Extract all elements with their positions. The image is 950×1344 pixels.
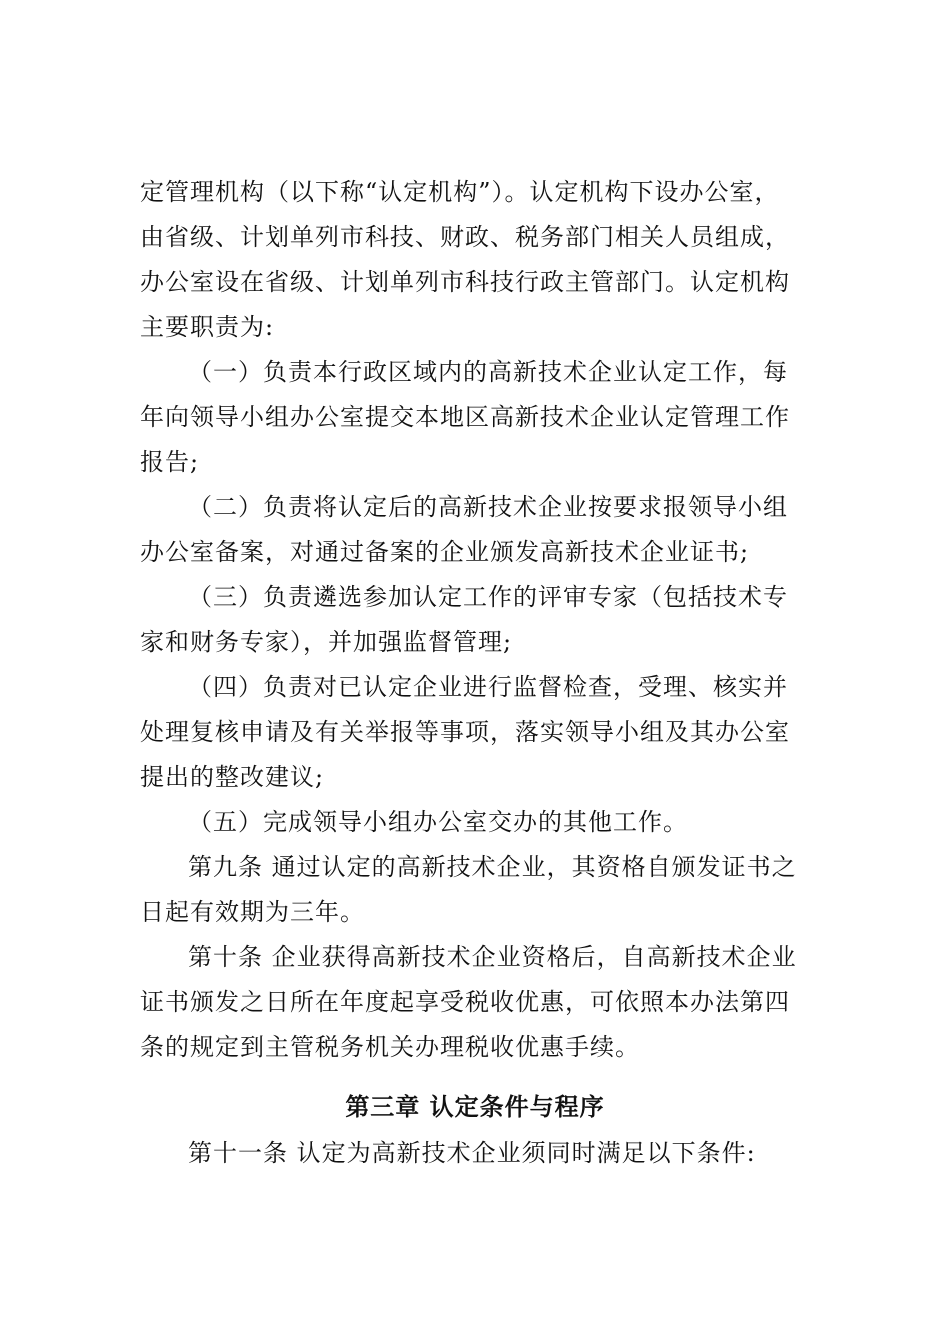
text-line: 第十条 企业获得高新技术企业资格后，自高新技术企业 xyxy=(188,943,797,971)
text-line: （五）完成领导小组办公室交办的其他工作。 xyxy=(188,808,688,836)
chapter-heading: 第三章 认定条件与程序 xyxy=(345,1093,605,1121)
text-line: 家和财务专家），并加强监督管理; xyxy=(140,628,513,656)
article-eleven-line: 第十一条 认定为高新技术企业须同时满足以下条件: xyxy=(188,1139,756,1167)
text-line: （一）负责本行政区域内的高新技术企业认定工作，每 xyxy=(188,358,788,386)
text-line: 办公室设在省级、计划单列市科技行政主管部门。认定机构 xyxy=(140,268,790,296)
text-line: 由省级、计划单列市科技、财政、税务部门相关人员组成， xyxy=(140,223,790,251)
body-text xyxy=(140,170,815,1070)
text-line: 报告; xyxy=(140,448,200,476)
text-line: 主要职责为: xyxy=(140,313,275,341)
text-line: （三）负责遴选参加认定工作的评审专家（包括技术专 xyxy=(188,583,788,611)
text-line: 日起有效期为三年。 xyxy=(140,898,365,926)
text-line: 处理复核申请及有关举报等事项，落实领导小组及其办公室 xyxy=(140,718,790,746)
text-line: 第九条 通过认定的高新技术企业，其资格自颁发证书之 xyxy=(188,853,797,881)
text-line: 证书颁发之日所在年度起享受税收优惠，可依照本办法第四 xyxy=(140,988,790,1016)
text-line: 条的规定到主管税务机关办理税收优惠手续。 xyxy=(140,1033,640,1061)
text-line: （二）负责将认定后的高新技术企业按要求报领导小组 xyxy=(188,493,788,521)
text-line: 定管理机构（以下称“认定机构”）。认定机构下设办公室， xyxy=(140,178,780,206)
text-line: 提出的整改建议; xyxy=(140,763,325,791)
text-line: 办公室备案，对通过备案的企业颁发高新技术企业证书; xyxy=(140,538,750,566)
text-line: 年向领导小组办公室提交本地区高新技术企业认定管理工作 xyxy=(140,403,790,431)
text-line: （四）负责对已认定企业进行监督检查，受理、核实并 xyxy=(188,673,788,701)
